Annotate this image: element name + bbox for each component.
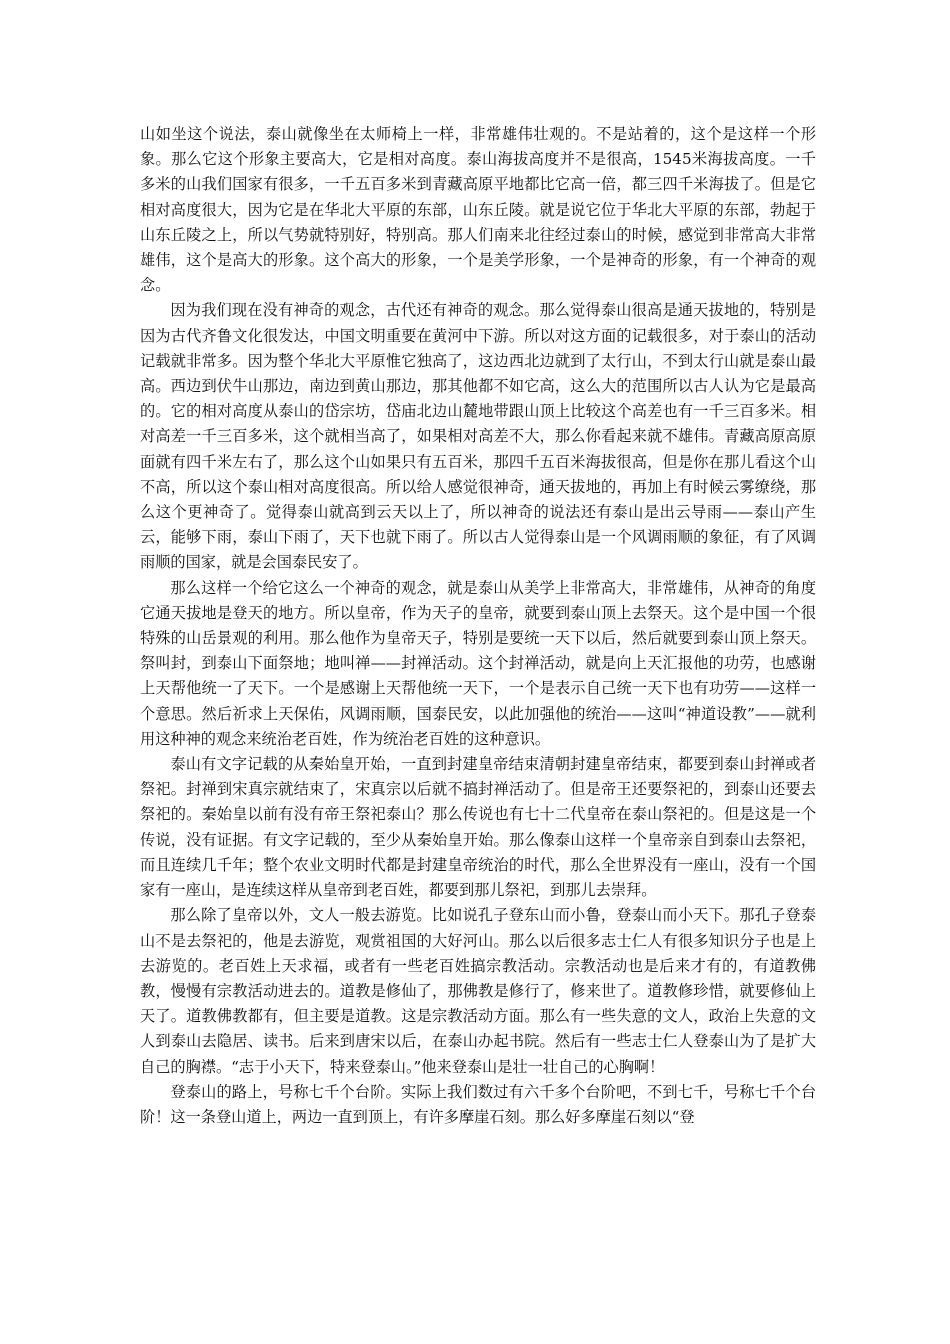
paragraph-5: 那么除了皇帝以外，文人一般去游览。比如说孔子登东山而小鲁，登泰山而小天下。那孔子登泰山不是去祭祀的，他是去游览，观赏祖国的大好河山。那么以后很多志士仁人有很多知识分子也是上去游览的。老百姓上天求福，或者有一些老百姓搞宗教活动。宗教活动也是后来才有的，有道教佛教，慢慢有宗教活动进去的。道教是修仙了，那佛教是修行了，修来世了。道教修珍惜，就要修仙上天了。道教佛教都有，但主要是道教。这是宗教活动方面。那么有一些失意的文人，政治上失意的文人到泰山去隐居、读书。后来到唐宋以后，在泰山办起书院。然后有一些志士仁人登泰山为了是扩大自己的胸襟。“志于小天下，特来登泰山。”他来登泰山是壮一壮自己的心胸啊！: [140, 906, 816, 1076]
paragraph-3: 那么这样一个给它这么一个神奇的观念，就是泰山从美学上非常高大，非常雄伟，从神奇的角度它通天拔地是登天的地方。所以皇帝，作为天子的皇帝，就要到泰山顶上去祭天。这个是中国一个很特殊的山岳景观的利用。那么他作为皇帝天子，特别是要统一天下以后，然后就要到泰山顶上祭天。祭叫封，到泰山下面祭地；地叫禅——封禅活动。这个封禅活动，就是向上天汇报他的功劳，也感谢上天帮他统一了天下。一个是感谢上天帮他统一天下，一个是表示自己统一天下也有功劳——这样一个意思。然后祈求上天保佑，风调雨顺，国泰民安，以此加强他的统治——这叫“神道设教”——就利用这种神的观念来统治老百姓，作为统治老百姓的这种意识。: [140, 578, 816, 748]
paragraph-2: 因为我们现在没有神奇的观念，古代还有神奇的观念。那么觉得泰山很高是通天拔地的，特别是因为古代齐鲁文化很发达，中国文明重要在黄河中下游。所以对这方面的记载很多，对于泰山的活动记载就非常多。因为整个华北大平原惟它独高了，这边西北边就到了太行山，不到太行山就是泰山最高。西边到伏牛山那边，南边到黄山那边，那其他都不如它高，这么大的范围所以古人认为它是最高的。它的相对高度从泰山的岱宗坊，岱庙北边山麓地带跟山顶上比较这个高差也有一千三百多米。相对高差一千三百多米，这个就相当高了，如果相对高差不大，那么你看起来就不雄伟。青藏高原高原面就有四千米左右了，那么这个山如果只有五百米，那四千五百米海拔很高，但是你在那儿看这个山不高，所以这个泰山相对高度很高。所以给人感觉很神奇，通天拔地的，再加上有时候云雾缭绕，那么这个更神奇了。觉得泰山就高到云天以上了，所以神奇的说法还有泰山是出云导雨——泰山产生云，能够下雨，泰山下雨了，天下也就下雨了。所以古人觉得泰山是一个风调雨顺的象征，有了风调雨顺的国家，就是会国泰民安了。: [140, 301, 816, 572]
paragraph-1: 山如坐这个说法，泰山就像坐在太师椅上一样，非常雄伟壮观的。不是站着的，这个是这样一个形象。那么它这个形象主要高大，它是相对高度。泰山海拔高度并不是很高，1545米海拔高度。一千多米的山我们国家有很多，一千五百多米到青藏高原平地都比它高一倍，都三四千米海拔了。但是它相对高度很大，因为它是在华北大平原的东部，山东丘陵。就是说它位于华北大平原的东部，勃起于山东丘陵之上，所以气势就特别好，特别高。那人们南来北往经过泰山的时候，感觉到非常高大非常雄伟，这个是高大的形象。这个高大的形象，一个是美学形象，一个是神奇的形象，有一个神奇的观念。: [140, 125, 816, 295]
paragraph-6: 登泰山的路上，号称七千个台阶。实际上我们数过有六千多个台阶吧，不到七千，号称七千个台阶！这一条登山道上，两边一直到顶上，有许多摩崖石刻。那么好多摩崖石刻以“登: [140, 1082, 816, 1126]
document-body: [140, 122, 816, 1130]
paragraph-4: 泰山有文字记载的从秦始皇开始，一直到封建皇帝结束清朝封建皇帝结束，都要到泰山封禅或者祭祀。封禅到宋真宗就结束了，宋真宗以后就不搞封禅活动了。但是帝王还要祭祀的，到泰山还要去祭祀的。秦始皇以前有没有帝王祭祀泰山？那么传说也有七十二代皇帝在泰山祭祀的。但是这是一个传说，没有证据。有文字记载的，至少从秦始皇开始。那么像泰山这样一个皇帝亲自到泰山去祭祀，而且连续几千年；整个农业文明时代都是封建皇帝统治的时代，那么全世界没有一座山，没有一个国家有一座山，是连续这样从皇帝到老百姓，都要到那儿祭祀，到那儿去崇拜。: [140, 755, 816, 900]
